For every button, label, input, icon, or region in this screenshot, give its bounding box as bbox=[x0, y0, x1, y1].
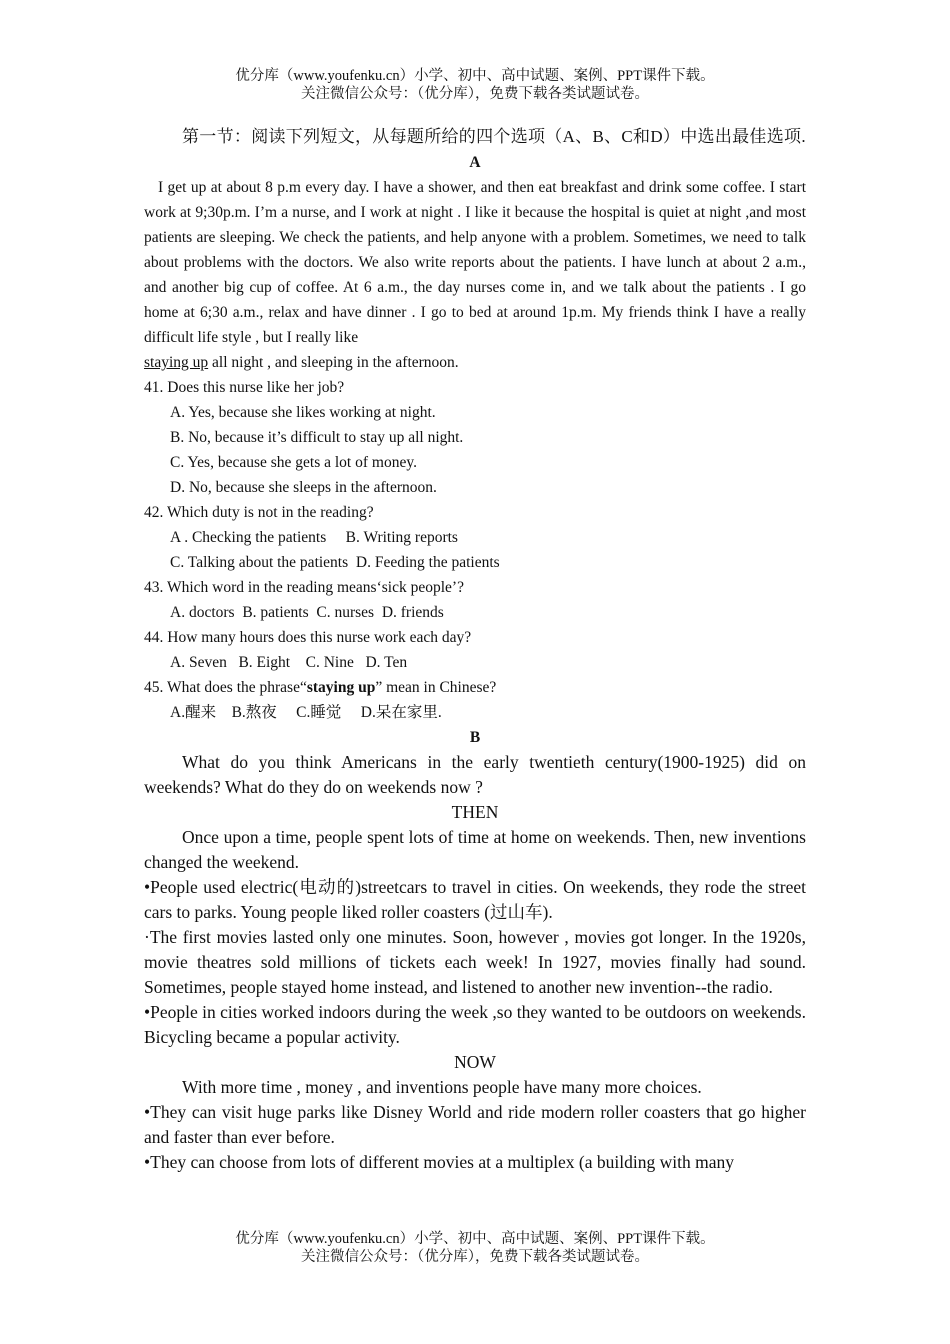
question-text: 41. Does this nurse like her job? bbox=[144, 379, 345, 396]
question-42 bbox=[144, 500, 806, 575]
section-instruction: 第一节：阅读下列短文，从每题所给的四个选项（A、B、C和D）中选出最佳选项. bbox=[182, 127, 806, 146]
then-bullet-3: •People in cities worked indoors during the week ,so they wanted to be outdoors on weekends. Bicycling became a popular activity. bbox=[144, 1002, 806, 1047]
exam-content bbox=[144, 124, 806, 1175]
option: A. Seven B. Eight C. Nine D. Ten bbox=[170, 654, 408, 671]
option: A.醒来 B.熬夜 C.睡觉 D.呆在家里. bbox=[170, 704, 442, 721]
then-paragraph: Once upon a time, people spent lots of time at home on weekends. Then, new inventions changed the weekend. bbox=[144, 827, 806, 872]
passage-b-intro: What do you think Americans in the early twentieth century(1900-1925) did on weekends? What do they do on weekends now ? bbox=[144, 752, 806, 797]
question-text: 45. What does the phrase“staying up” mean in Chinese? bbox=[144, 679, 497, 696]
option: A. doctors B. patients C. nurses D. friends bbox=[170, 604, 444, 621]
question-44 bbox=[144, 625, 806, 675]
now-heading: NOW bbox=[454, 1052, 496, 1072]
header-line-1: 优分库（www.youfenku.cn）小学、初中、高中试题、案例、PPT课件下载。 bbox=[235, 68, 715, 84]
passage-b-title: B bbox=[469, 729, 481, 746]
now-bullet-1: •They can visit huge parks like Disney World and ride modern roller coasters that go higher and faster than ever before. bbox=[144, 1102, 806, 1147]
question-43 bbox=[144, 575, 806, 625]
question-45 bbox=[144, 675, 806, 725]
page-header bbox=[0, 67, 950, 103]
option: A . Checking the patients B. Writing reports bbox=[170, 529, 458, 546]
question-text: 44. How many hours does this nurse work each day? bbox=[144, 629, 472, 646]
footer-line-1: 优分库（www.youfenku.cn）小学、初中、高中试题、案例、PPT课件下载。 bbox=[235, 1231, 715, 1247]
passage-a-title: A bbox=[469, 154, 481, 171]
bold-phrase: staying up bbox=[306, 679, 376, 696]
option: C. Yes, because she gets a lot of money. bbox=[170, 454, 417, 471]
option: D. No, because she sleeps in the afternoon. bbox=[170, 479, 437, 496]
then-heading: THEN bbox=[451, 802, 499, 822]
footer-line-2: 关注微信公众号：（优分库），免费下载各类试题试卷。 bbox=[301, 1249, 649, 1265]
then-bullet-2: ·The first movies lasted only one minutes. Soon, however , movies got longer. In the 1920s, movie theatres sold millions of tickets each week! In 1927, movies finally had sound. Sometimes, people stayed home instead, and listened to another new invention--the radio. bbox=[144, 927, 806, 997]
question-text: 42. Which duty is not in the reading? bbox=[144, 504, 374, 521]
then-bullet-1: •People used electric(电动的)streetcars to travel in cities. On weekends, they rode the street cars to parks. Young people liked roller coasters (过山车). bbox=[144, 877, 806, 922]
question-text: 43. Which word in the reading means‘sick people’? bbox=[144, 579, 464, 596]
header-line-2: 关注微信公众号：（优分库），免费下载各类试题试卷。 bbox=[301, 86, 649, 102]
passage-a-text: I get up at about 8 p.m every day. I have a shower, and then eat breakfast and drink some coffee. I start work at 9;30p.m. I’m a nurse, and I work at night . I like it because the hospital is quiet at night ,and most patients are sleeping. We check the patients, and help anyone with a problem. Sometimes, we need to talk about problems with the doctors. We also write reports about the patients. I have lunch at about 2 a.m., and another big cup of coffee. At 6 a.m., the day nurses come in, and we talk about the patients . I go home at 6;30 a.m., relax and have dinner . I go to bed at around 1p.m. My friends think I have a really difficult life style , but I really like staying up all night , and sleeping in the afternoon. bbox=[144, 179, 806, 371]
option: B. No, because it’s difficult to stay up all night. bbox=[170, 429, 464, 446]
option: A. Yes, because she likes working at night. bbox=[170, 404, 436, 421]
now-paragraph: With more time , money , and inventions people have many more choices. bbox=[182, 1077, 702, 1097]
question-41 bbox=[144, 375, 806, 500]
option: C. Talking about the patients D. Feeding the patients bbox=[170, 554, 500, 571]
now-bullet-2: •They can choose from lots of different movies at a multiplex (a building with many bbox=[144, 1152, 734, 1172]
page-footer bbox=[0, 1230, 950, 1266]
underlined-phrase: staying up bbox=[144, 354, 209, 371]
